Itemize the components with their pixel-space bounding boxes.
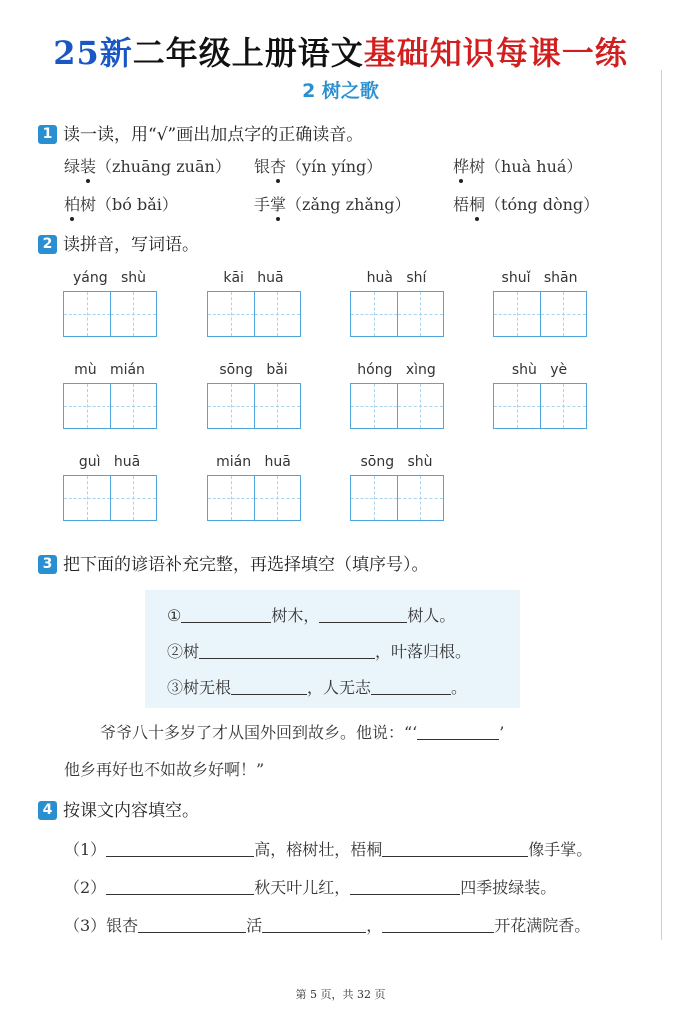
q1-options: （zhuāng zuān） [96,157,231,176]
q3-number: 3 [38,555,57,574]
pinyin-label [61,362,158,378]
writing-cell[interactable] [541,384,587,428]
writing-cell[interactable] [494,292,541,336]
pinyin-syllable: guì [78,454,101,470]
q1-dotted-char: 掌 [270,195,287,214]
pinyin-syllable: sōng [219,362,253,378]
pinyin-syllable: mián [216,454,252,470]
pinyin-label [348,362,445,378]
q3-paragraph-line-2: 他乡再好也不如故乡好啊！” [64,760,265,779]
fill-text: （2） [64,878,107,897]
writing-cell[interactable] [351,476,398,520]
pinyin-label [205,270,302,286]
writing-cell[interactable] [111,384,157,428]
q1-item [453,154,582,177]
pinyin-label [491,362,588,378]
q1-options: （huà huá） [485,157,583,176]
q2-heading [38,230,199,255]
fill-text: （3）银杏 [64,916,139,935]
pinyin-syllable: huā [264,454,291,470]
q1-options: （bó bǎi） [96,195,178,214]
q4-row-1 [64,837,592,860]
answer-blank[interactable] [106,842,254,857]
q1-options: （yín yíng） [286,157,383,176]
writing-grid[interactable] [207,475,301,521]
answer-blank[interactable] [199,644,375,659]
paragraph-text: 爷爷八十多岁了才从国外回到故乡。他说：“‘ [100,723,418,742]
writing-cell[interactable] [351,292,398,336]
pinyin-syllable: shuǐ [501,270,531,286]
fill-text: ， [366,916,383,935]
pinyin-syllable: hóng [357,362,393,378]
writing-grid[interactable] [63,475,157,521]
q1-dotted-char: 装 [80,157,97,176]
writing-cell[interactable] [398,292,444,336]
margin-line [661,70,662,940]
q1-item [453,192,599,215]
writing-grid[interactable] [207,383,301,429]
fill-text: 高，榕树壮，梧桐 [254,840,383,859]
answer-blank[interactable] [350,880,460,895]
writing-cell[interactable] [111,292,157,336]
pinyin-label [491,270,588,286]
fill-text: 四季披绿装。 [460,878,557,897]
q3-text: 把下面的谚语补充完整，再选择填空（填序号）。 [63,555,429,575]
q3-heading [38,550,429,575]
q1-number: 1 [38,125,57,144]
paragraph-text: ’ [499,723,505,742]
proverb-text: ，叶落归根。 [375,642,472,661]
proverb-2 [167,639,471,662]
proverb-text: ③树无根 [167,678,232,697]
q4-row-3 [64,913,590,936]
writing-cell[interactable] [351,384,398,428]
answer-blank[interactable] [319,608,407,623]
pinyin-syllable: shù [407,454,433,470]
writing-cell[interactable] [64,476,111,520]
answer-blank[interactable] [382,842,528,857]
proverb-text: ，人无志 [307,678,372,697]
answer-blank[interactable] [417,725,499,740]
page-footer: 第 5 页，共 32 页 [295,988,386,1001]
pinyin-syllable: shān [543,270,578,286]
answer-blank[interactable] [231,680,307,695]
q1-heading [38,120,363,145]
pinyin-syllable: mián [109,362,145,378]
q4-text: 按课文内容填空。 [63,801,199,821]
proverb-3 [167,675,467,698]
fill-text: 活 [246,916,263,935]
proverb-text: 。 [451,678,468,697]
writing-cell[interactable] [541,292,587,336]
pinyin-label [205,454,302,470]
pinyin-syllable: yè [550,362,568,378]
q1-item [254,154,382,177]
q1-dotted-char: 柏 [64,195,81,214]
q1-char: 绿 [64,157,81,176]
pinyin-syllable: huà [366,270,393,286]
fill-text: 开花满院香。 [494,916,591,935]
answer-blank[interactable] [138,918,246,933]
pinyin-syllable: huā [113,454,141,470]
pinyin-label [348,454,445,470]
q1-text: 读一读，用“√”画出加点字的正确读音。 [63,125,364,145]
proverb-1 [167,603,455,626]
q1-char: 梧 [453,195,470,214]
q1-item [64,192,178,215]
lesson-title: 2 树之歌 [302,80,379,102]
q1-options: （zǎng zhǎng） [286,195,411,214]
q3-paragraph-line-1 [100,720,504,743]
q1-item [64,154,231,177]
pinyin-syllable: mù [74,362,97,378]
title-part-number: 25新 [53,34,133,72]
q1-char: 树 [80,195,97,214]
q1-dotted-char: 杏 [270,157,287,176]
writing-cell[interactable] [208,384,255,428]
proverb-text: 树木， [271,606,320,625]
q1-options: （tóng dòng） [485,195,600,214]
pinyin-syllable: huā [257,270,284,286]
q1-char: 手 [254,195,271,214]
pinyin-syllable: yáng [72,270,108,286]
writing-grid[interactable] [63,383,157,429]
answer-blank[interactable] [262,918,366,933]
q1-char: 树 [469,157,486,176]
writing-cell[interactable] [111,476,157,520]
writing-cell[interactable] [208,292,255,336]
writing-grid[interactable] [350,475,444,521]
q4-row-2 [64,875,556,898]
writing-grid[interactable] [63,291,157,337]
answer-blank[interactable] [181,608,271,623]
pinyin-syllable: shù [511,362,537,378]
q1-dotted-char: 桦 [453,157,470,176]
writing-grid[interactable] [350,383,444,429]
pinyin-syllable: kāi [223,270,244,286]
q1-char: 银 [254,157,271,176]
title-part-grade: 二年级上册语文 [132,34,364,72]
pinyin-label [61,454,158,470]
answer-blank[interactable] [371,680,451,695]
proverb-text: ②树 [167,642,200,661]
q2-text: 读拼音，写词语。 [63,235,199,255]
pinyin-syllable: bǎi [266,362,288,378]
writing-grid[interactable] [207,291,301,337]
writing-grid[interactable] [350,291,444,337]
proverb-text: ① [167,606,182,625]
q2-number: 2 [38,235,57,254]
q4-number: 4 [38,801,57,820]
pinyin-syllable: shí [406,270,427,286]
answer-blank[interactable] [382,918,494,933]
page-title [0,28,681,74]
pinyin-syllable: xìng [405,362,436,378]
pinyin-label [348,270,445,286]
writing-cell[interactable] [64,292,111,336]
pinyin-syllable: sōng [360,454,395,470]
q1-dotted-char: 桐 [469,195,486,214]
q4-heading [38,796,199,821]
proverb-text: 树人。 [407,606,456,625]
fill-text: 像手掌。 [528,840,593,859]
pinyin-syllable: shù [120,270,147,286]
title-part-series: 基础知识每课一练 [363,34,628,72]
writing-cell[interactable] [255,384,301,428]
pinyin-label [205,362,302,378]
q1-item [254,192,410,215]
fill-text: （1） [64,840,107,859]
writing-cell[interactable] [208,476,255,520]
fill-text: 秋天叶儿红， [254,878,351,897]
writing-cell[interactable] [64,384,111,428]
writing-cell[interactable] [398,384,444,428]
pinyin-label [61,270,158,286]
writing-grid[interactable] [493,383,587,429]
writing-cell[interactable] [398,476,444,520]
writing-cell[interactable] [255,476,301,520]
writing-cell[interactable] [255,292,301,336]
answer-blank[interactable] [106,880,254,895]
writing-cell[interactable] [494,384,541,428]
writing-grid[interactable] [493,291,587,337]
